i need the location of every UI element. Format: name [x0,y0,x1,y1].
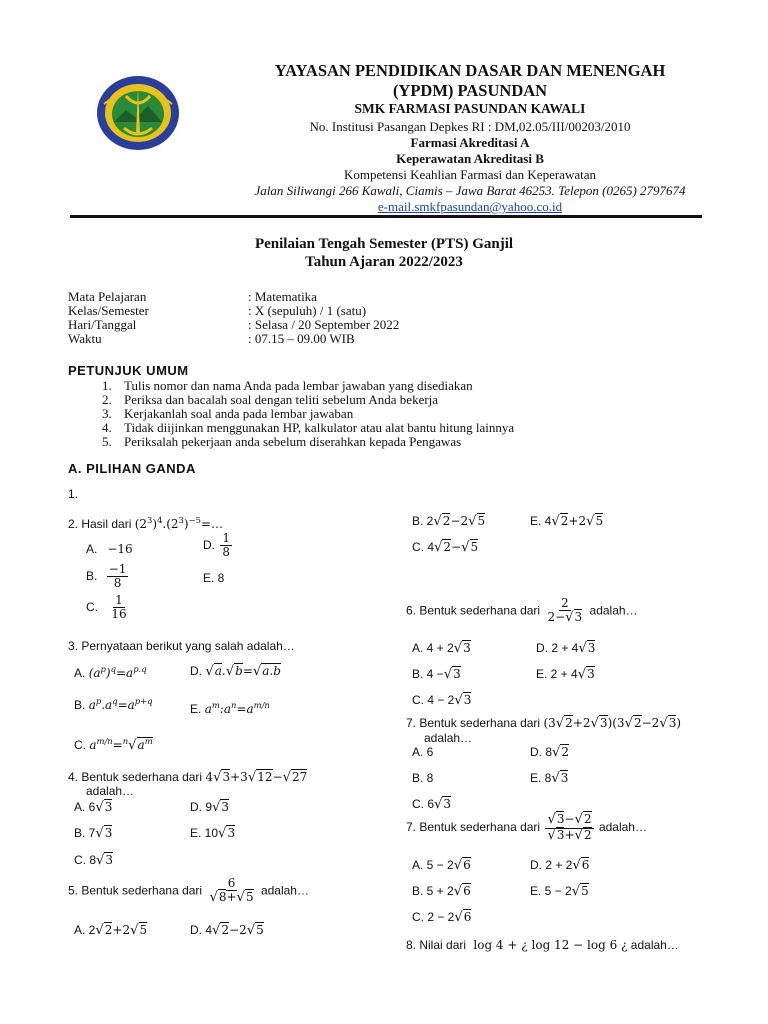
question-stem: 2. Hasil dari [68,517,132,531]
header-divider [70,215,702,218]
option-c: C. 2 − 2√6 [412,910,472,925]
exam-year: Tahun Ajaran 2022/2023 [305,254,463,270]
math-expression: $(2^3)^4.(2^3)^{-5}=\dots$ [134,515,223,531]
question-8: 8. Nilai dari log 4 + ¿ log 12 − log 6 ¿ adalah… [406,938,679,952]
option-b: B. 8 [412,771,434,785]
option-d: D. √a.√b=√a.b [190,664,281,679]
info-label: Waktu [68,331,102,346]
competency: Kompetensi Keahlian Farmasi dan Keperawatan [344,167,596,182]
question-6: 6. Bentuk sederhana dari $\frac{2}{2-√3}$ adalah… [406,596,638,626]
option-a: A. 6 [412,745,434,759]
question-7: 7. Bentuk sederhana dari (3√2+2√3)(3√2−2√3) [406,716,682,731]
question-4-tail: adalah… [86,784,135,798]
option-d: D. 9√3 [190,800,230,815]
info-label: Mata Pelajaran [68,289,147,304]
question-7-tail: adalah… [424,731,473,745]
option-a: A. 6√3 [74,800,113,815]
instruction-item: Periksa dan bacalah soal dengan teliti sebelum Anda bekerja [124,392,439,407]
instruction-item: Kerjakanlah soal anda pada lembar jawaban [124,406,354,421]
instruction-item: Tidak diijinkan menggunakan HP, kalkulator atau alat bantu hitung lainnya [124,420,515,435]
instruction-number: 2. [102,392,112,407]
info-value: : 07.15 – 09.00 WIB [248,331,355,346]
option-a: A. 4 + 2√3 [412,641,471,656]
option-c: C. $\frac{1}{16}$ [86,593,127,622]
info-label: Hari/Tanggal [68,317,137,332]
option-e: E. 4√2+2√5 [530,514,604,529]
info-value: : Selasa / 20 September 2022 [248,317,400,332]
institution-number: No. Institusi Pasangan Depkes RI : DM,02.05/III/00203/2010 [309,119,631,134]
option-c: C. 4 − 2√3 [412,693,472,708]
option-b: B. $\frac{-1}{8}$ [86,562,127,591]
instruction-item: Periksalah pekerjaan anda sebelum diserahkan kepada Pengawas [124,434,462,449]
math-expression: log 4 + ¿ log 12 − log 6 ¿ [473,938,628,952]
question-2 [68,515,223,531]
option-b: B. 4 −√3 [412,667,461,682]
option-c: C. 4√2−√5 [412,540,479,555]
foundation-name: YAYASAN PENDIDIKAN DASAR DAN MENENGAH [274,61,666,80]
option-a: A. −16 [86,542,133,556]
info-value: : Matematika [248,289,317,304]
option-e: E. 5 − 2√5 [530,884,589,899]
option-e: E. 10√3 [190,826,236,841]
instruction-item: Tulis nomor dan nama Anda pada lembar jawaban yang disediakan [124,378,473,393]
instruction-number: 4. [102,420,112,435]
option-d: D. 4√2−2√5 [190,923,264,938]
option-c: C. $a^{m/n}=^n√a^m$ [74,736,153,753]
option-a: A. $(a^p)^q=a^{p.q}$ [74,664,147,680]
question-4: 4. Bentuk sederhana dari 4√3+3√12−√27 [68,770,308,785]
option-a: A. 2√2+2√5 [74,923,148,938]
info-label: Kelas/Semester [68,303,149,318]
exam-title: Penilaian Tengah Semester (PTS) Ganjil [254,236,514,252]
question-7b: 7. Bentuk sederhana dari $\frac{√3-√2}{√3+√2}$ adalah… [406,812,647,843]
option-b: B. 7√3 [74,826,113,841]
option-a: A. 5 − 2√6 [412,858,471,873]
info-value: : X (sepuluh) / 1 (satu) [248,303,367,318]
question-5: 5. Bentuk sederhana dari $\frac{6}{√8+√5}$ adalah… [68,876,309,906]
option-d: D. 2 + 2√6 [530,858,590,873]
question-3: 3. Pernyataan berikut yang salah adalah… [68,639,295,653]
option-d: D. $\frac{1}{8}$ [203,531,230,560]
instruction-number: 5. [102,434,112,449]
email-link[interactable]: e-mail.smkfpasundan@yahoo.co.id [377,199,563,214]
option-c: C. 8√3 [74,853,114,868]
option-e: E. $a^m:a^n=a^{m/n}$ [190,700,270,716]
option-e: E. 8 [203,571,225,585]
option-b: B. 2√2−2√5 [412,514,486,529]
instruction-number: 1. [102,378,112,393]
option-b: B. 5 + 2√6 [412,884,471,899]
option-b: B. $a^p.a^q=a^{p+q}$ [74,696,153,712]
accreditation-pharmacy: Farmasi Akreditasi A [410,135,530,150]
accreditation-nursing: Keperawatan Akreditasi B [396,151,544,166]
question-1: 1. [68,487,79,501]
option-e: E. 2 + 4√3 [536,667,595,682]
instructions-heading: PETUNJUK UMUM [68,363,189,378]
foundation-abbr: (YPDM) PASUNDAN [392,81,548,100]
instruction-number: 3. [102,406,112,421]
option-d: D. 2 + 4√3 [536,641,596,656]
school-name: SMK FARMASI PASUNDAN KAWALI [354,101,586,116]
option-c: C. 6√3 [412,797,452,812]
option-d: D. 8√2 [530,745,570,760]
section-heading: A. PILIHAN GANDA [68,461,196,476]
option-e: E. 8√3 [530,771,569,786]
address: Jalan Siliwangi 266 Kawali, Ciamis – Jawa Barat 46253. Telepon (0265) 2797674 [254,183,686,198]
